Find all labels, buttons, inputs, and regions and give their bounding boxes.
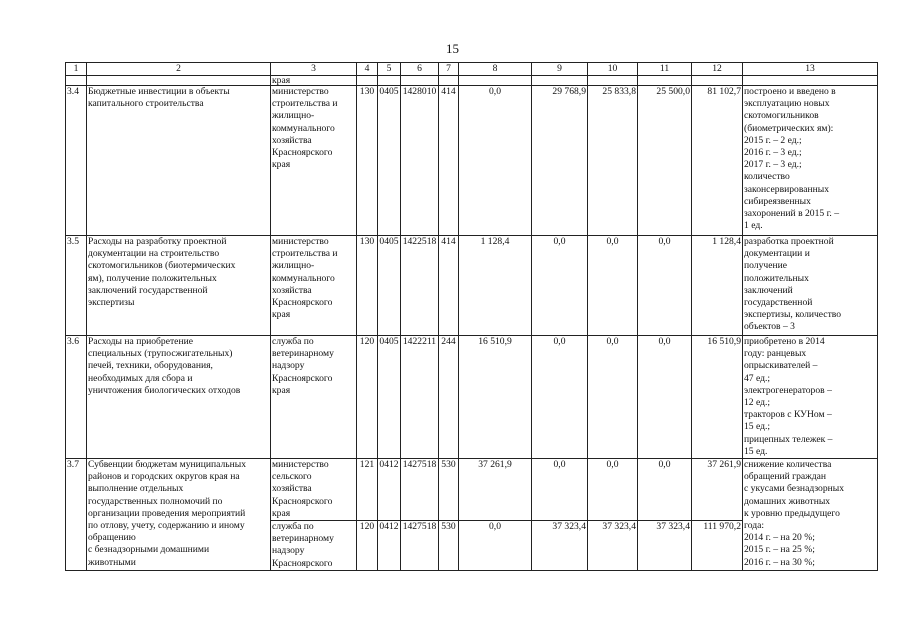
grbs-code: 130 bbox=[357, 86, 378, 236]
header-cell: 9 bbox=[532, 63, 588, 76]
amount-2015: 0,0 bbox=[532, 459, 588, 521]
amount-total: 37 261,9 bbox=[692, 459, 743, 521]
amount-total: 16 510,9 bbox=[692, 336, 743, 459]
amount-total: 1 128,4 bbox=[692, 236, 743, 336]
activity-name: Бюджетные инвестиции в объекты капитального строительства bbox=[87, 86, 271, 236]
table-row bbox=[66, 86, 878, 236]
csr-code: 1428010 bbox=[401, 86, 439, 236]
amount-2016: 25 833,8 bbox=[588, 86, 638, 236]
amount-2016: 0,0 bbox=[588, 459, 638, 521]
rzpr-code: 0405 bbox=[378, 336, 401, 459]
amount-2015: 37 323,4 bbox=[532, 521, 588, 571]
amount-2014: 16 510,9 bbox=[459, 336, 532, 459]
amount-total: 111 970,2 bbox=[692, 521, 743, 571]
rzpr-code: 0412 bbox=[378, 459, 401, 521]
amount-2016: 0,0 bbox=[588, 236, 638, 336]
header-cell: 7 bbox=[439, 63, 459, 76]
row-number: 3.4 bbox=[66, 86, 87, 236]
grbs-code: 121 bbox=[357, 459, 378, 521]
rzpr-code: 0405 bbox=[378, 86, 401, 236]
grbs-code: 120 bbox=[357, 521, 378, 571]
activity-name: Расходы на разработку проектной документации на строительство скотомогильников (биотермических ям), получение положительных заключений государственной экспертизы bbox=[87, 236, 271, 336]
activity-name: Субвенции бюджетам муниципальных районов и городских округов края на выполнение отдельных государственных полномочий по организации проведения мероприятий по отлову, учету, содержанию и иному обращению с безнадзорными домашними животными bbox=[87, 459, 271, 571]
csr-code: 1422518 bbox=[401, 236, 439, 336]
header-cell: 1 bbox=[66, 63, 87, 76]
executor: служба по ветеринарному надзору Красноярского bbox=[271, 521, 357, 571]
vr-code: 414 bbox=[439, 236, 459, 336]
header-row bbox=[66, 63, 878, 76]
vr-code: 530 bbox=[439, 459, 459, 521]
rzpr-code: 0405 bbox=[378, 236, 401, 336]
header-cell: 4 bbox=[357, 63, 378, 76]
table-row bbox=[66, 236, 878, 336]
csr-code: 1427518 bbox=[401, 521, 439, 571]
header-cell: 10 bbox=[588, 63, 638, 76]
amount-2016: 0,0 bbox=[588, 336, 638, 459]
amount-2017: 0,0 bbox=[638, 236, 692, 336]
table-row bbox=[66, 459, 878, 521]
amount-2014: 0,0 bbox=[459, 521, 532, 571]
amount-2015: 0,0 bbox=[532, 236, 588, 336]
csr-code: 1422211 bbox=[401, 336, 439, 459]
header-cell: 11 bbox=[638, 63, 692, 76]
vr-code: 530 bbox=[439, 521, 459, 571]
header-cell: 12 bbox=[692, 63, 743, 76]
executor: министерство сельского хозяйства Красноярского края bbox=[271, 459, 357, 521]
amount-2014: 37 261,9 bbox=[459, 459, 532, 521]
expected-result: приобретено в 2014 году: ранцевых опрыскивателей – 47 ед.; электрогенераторов – 12 ед.; тракторов с КУНом – 15 ед.; прицепных тележек – 15 ед. bbox=[743, 336, 878, 459]
grbs-code: 120 bbox=[357, 336, 378, 459]
activity-name: Расходы на приобретение специальных (трупосжигательных) печей, техники, оборудования, необходимых для сбора и уничтожения биологических отходов bbox=[87, 336, 271, 459]
header-cell: 5 bbox=[378, 63, 401, 76]
rzpr-code: 0412 bbox=[378, 521, 401, 571]
header-cell: 3 bbox=[271, 63, 357, 76]
amount-2016: 37 323,4 bbox=[588, 521, 638, 571]
amount-2017: 0,0 bbox=[638, 459, 692, 521]
header-cell: 13 bbox=[743, 63, 878, 76]
vr-code: 244 bbox=[439, 336, 459, 459]
executor: министерство строительства и жилищно- коммунального хозяйства Красноярского края bbox=[271, 236, 357, 336]
vr-code: 414 bbox=[439, 86, 459, 236]
row-number: 3.7 bbox=[66, 459, 87, 571]
executor: служба по ветеринарному надзору Красноярского края bbox=[271, 336, 357, 459]
amount-2015: 29 768,9 bbox=[532, 86, 588, 236]
amount-2017: 37 323,4 bbox=[638, 521, 692, 571]
header-cell: 2 bbox=[87, 63, 271, 76]
carry-over-row bbox=[66, 76, 878, 86]
amount-2014: 1 128,4 bbox=[459, 236, 532, 336]
grbs-code: 130 bbox=[357, 236, 378, 336]
amount-2014: 0,0 bbox=[459, 86, 532, 236]
expected-result: разработка проектной документации и получение положительных заключений государственной экспертизы, количество объектов – 3 bbox=[743, 236, 878, 336]
program-activities-table bbox=[65, 62, 878, 571]
header-cell: 8 bbox=[459, 63, 532, 76]
expected-result: снижение количества обращений граждан с укусами безнадзорных домашних животных к уровню предыдущего года: 2014 г. – на 20 %; 2015 г. – на 25 %; 2016 г. – на 30 %; bbox=[743, 459, 878, 571]
page-number: 15 bbox=[446, 41, 459, 56]
carry-over-executor: края bbox=[271, 76, 357, 86]
amount-2017: 0,0 bbox=[638, 336, 692, 459]
amount-total: 81 102,7 bbox=[692, 86, 743, 236]
row-number: 3.6 bbox=[66, 336, 87, 459]
row-number: 3.5 bbox=[66, 236, 87, 336]
amount-2015: 0,0 bbox=[532, 336, 588, 459]
header-cell: 6 bbox=[401, 63, 439, 76]
expected-result: построено и введено в эксплуатацию новых скотомогильников (биометрических ям): 2015 г. – 2 ед.; 2016 г. – 3 ед.; 2017 г. – 3 ед.; количество законсервированных сибиреязвенных захоронений в 2015 г. – 1 ед. bbox=[743, 86, 878, 236]
executor: министерство строительства и жилищно- коммунального хозяйства Красноярского края bbox=[271, 86, 357, 236]
table-row bbox=[66, 336, 878, 459]
csr-code: 1427518 bbox=[401, 459, 439, 521]
amount-2017: 25 500,0 bbox=[638, 86, 692, 236]
